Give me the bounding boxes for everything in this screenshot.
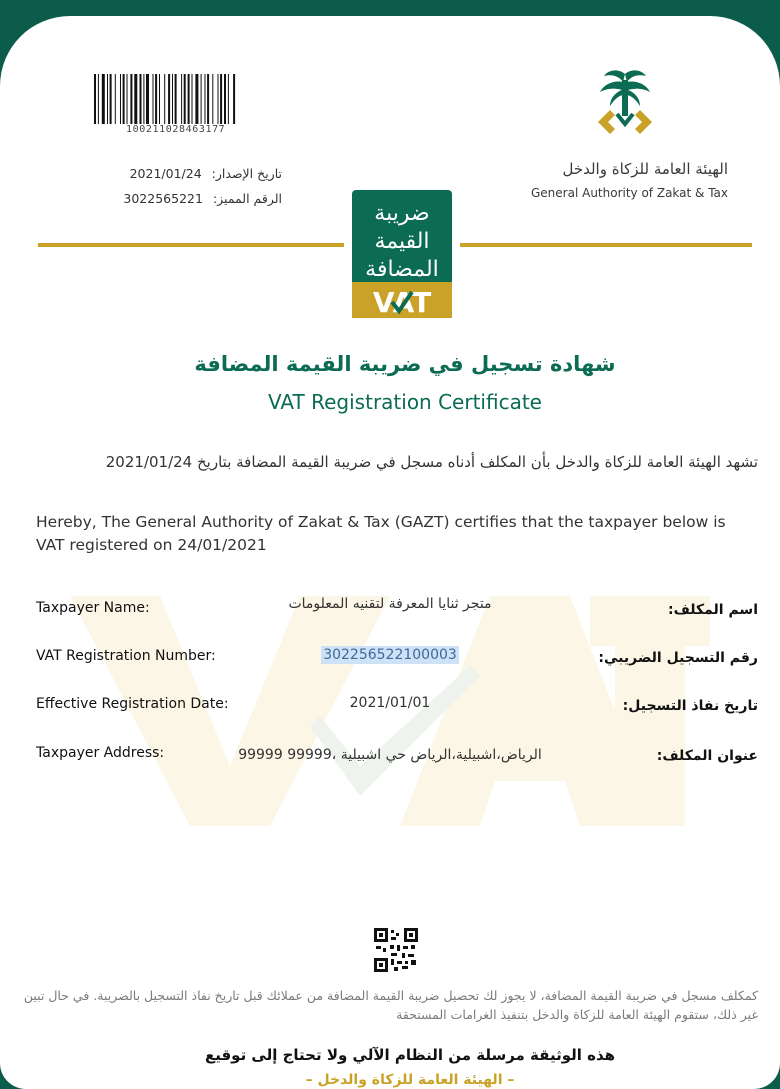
footer-auto-doc: هذه الوثيقة مرسلة من النظام الآلي ولا تحتاج إلى توقيع (204, 1046, 616, 1064)
title-ar: شهادة تسجيل في ضريبة القيمة المضافة (194, 352, 616, 376)
intro-ar: تشهد الهيئة العامة للزكاة والدخل بأن المكلف أدناه مسجل في ضريبة القيمة المضافة بتاريخ 2021/01/24 (105, 453, 758, 471)
vat-logo-line1: ضريبة (374, 201, 430, 226)
unique-number-label: الرقم المميز: (212, 191, 282, 206)
title-en: VAT Registration Certificate (268, 390, 542, 414)
vat-number-label-en: VAT Registration Number: (36, 648, 216, 664)
address-value: الرياض،اشبيلية،الرياض حي اشبيلية ،99999 99999 (238, 747, 542, 763)
barcode (94, 74, 278, 124)
divider-left (38, 243, 344, 247)
address-label-en: Taxpayer Address: (36, 745, 165, 761)
zatca-palm-logo (588, 66, 662, 148)
issue-date-value: 2021/01/24 (129, 166, 202, 181)
qr-code (374, 928, 418, 972)
divider-right (460, 243, 752, 247)
issue-date (130, 166, 282, 181)
certificate-card (0, 16, 780, 1089)
org-name-en: General Authority of Zakat & Tax (531, 186, 728, 200)
vat-number-value (210, 647, 570, 663)
footer-notice: كمكلف مسجل في ضريبة القيمة المضافة، لا يجوز لك تحصيل ضريبة القيمة المضافة من عملائك قبل تاريخ نفاذ التسجيل بالضريبة. في حال تبين غير ذلك، ستقوم الهيئة العامة للزكاة والدخل بتنفيذ الغرامات المستحقة (23, 988, 758, 1022)
footer-org-sign: – الهيئة العامة للزكاة والدخل – (305, 1072, 515, 1088)
vat-logo-badge: VAT (372, 286, 432, 318)
effective-date-label-ar: تاريخ نفاذ التسجيل: (622, 698, 758, 714)
taxpayer-name-value: متجر ثنايا المعرفة لتقنيه المعلومات (288, 596, 492, 612)
vat-logo (352, 190, 452, 318)
address-label-ar: عنوان المكلف: (656, 748, 758, 764)
effective-date-value: 2021/01/01 (349, 695, 431, 711)
vat-number-label-ar: رقم التسجيل الضريبي: (598, 650, 758, 666)
barcode-number: 100211028463177 (126, 124, 226, 135)
intro-en: Hereby, The General Authority of Zakat & Tax (GAZT) certifies that the taxpayer below is VAT registered on 24/01/2021 (36, 513, 726, 554)
taxpayer-name-label-en: Taxpayer Name: (36, 600, 150, 616)
vat-logo-line2: القيمة (374, 229, 430, 254)
unique-number (123, 191, 282, 206)
unique-number-value: 3022565221 (123, 191, 203, 206)
taxpayer-name-label-ar: اسم المكلف: (668, 602, 758, 618)
effective-date-label-en: Effective Registration Date: (36, 696, 229, 712)
issue-date-label: تاريخ الإصدار: (211, 166, 282, 181)
vat-number-text: 302256522100003 (323, 647, 457, 663)
org-name-ar: الهيئة العامة للزكاة والدخل (562, 160, 728, 178)
vat-logo-line3: المضافة (365, 257, 439, 282)
